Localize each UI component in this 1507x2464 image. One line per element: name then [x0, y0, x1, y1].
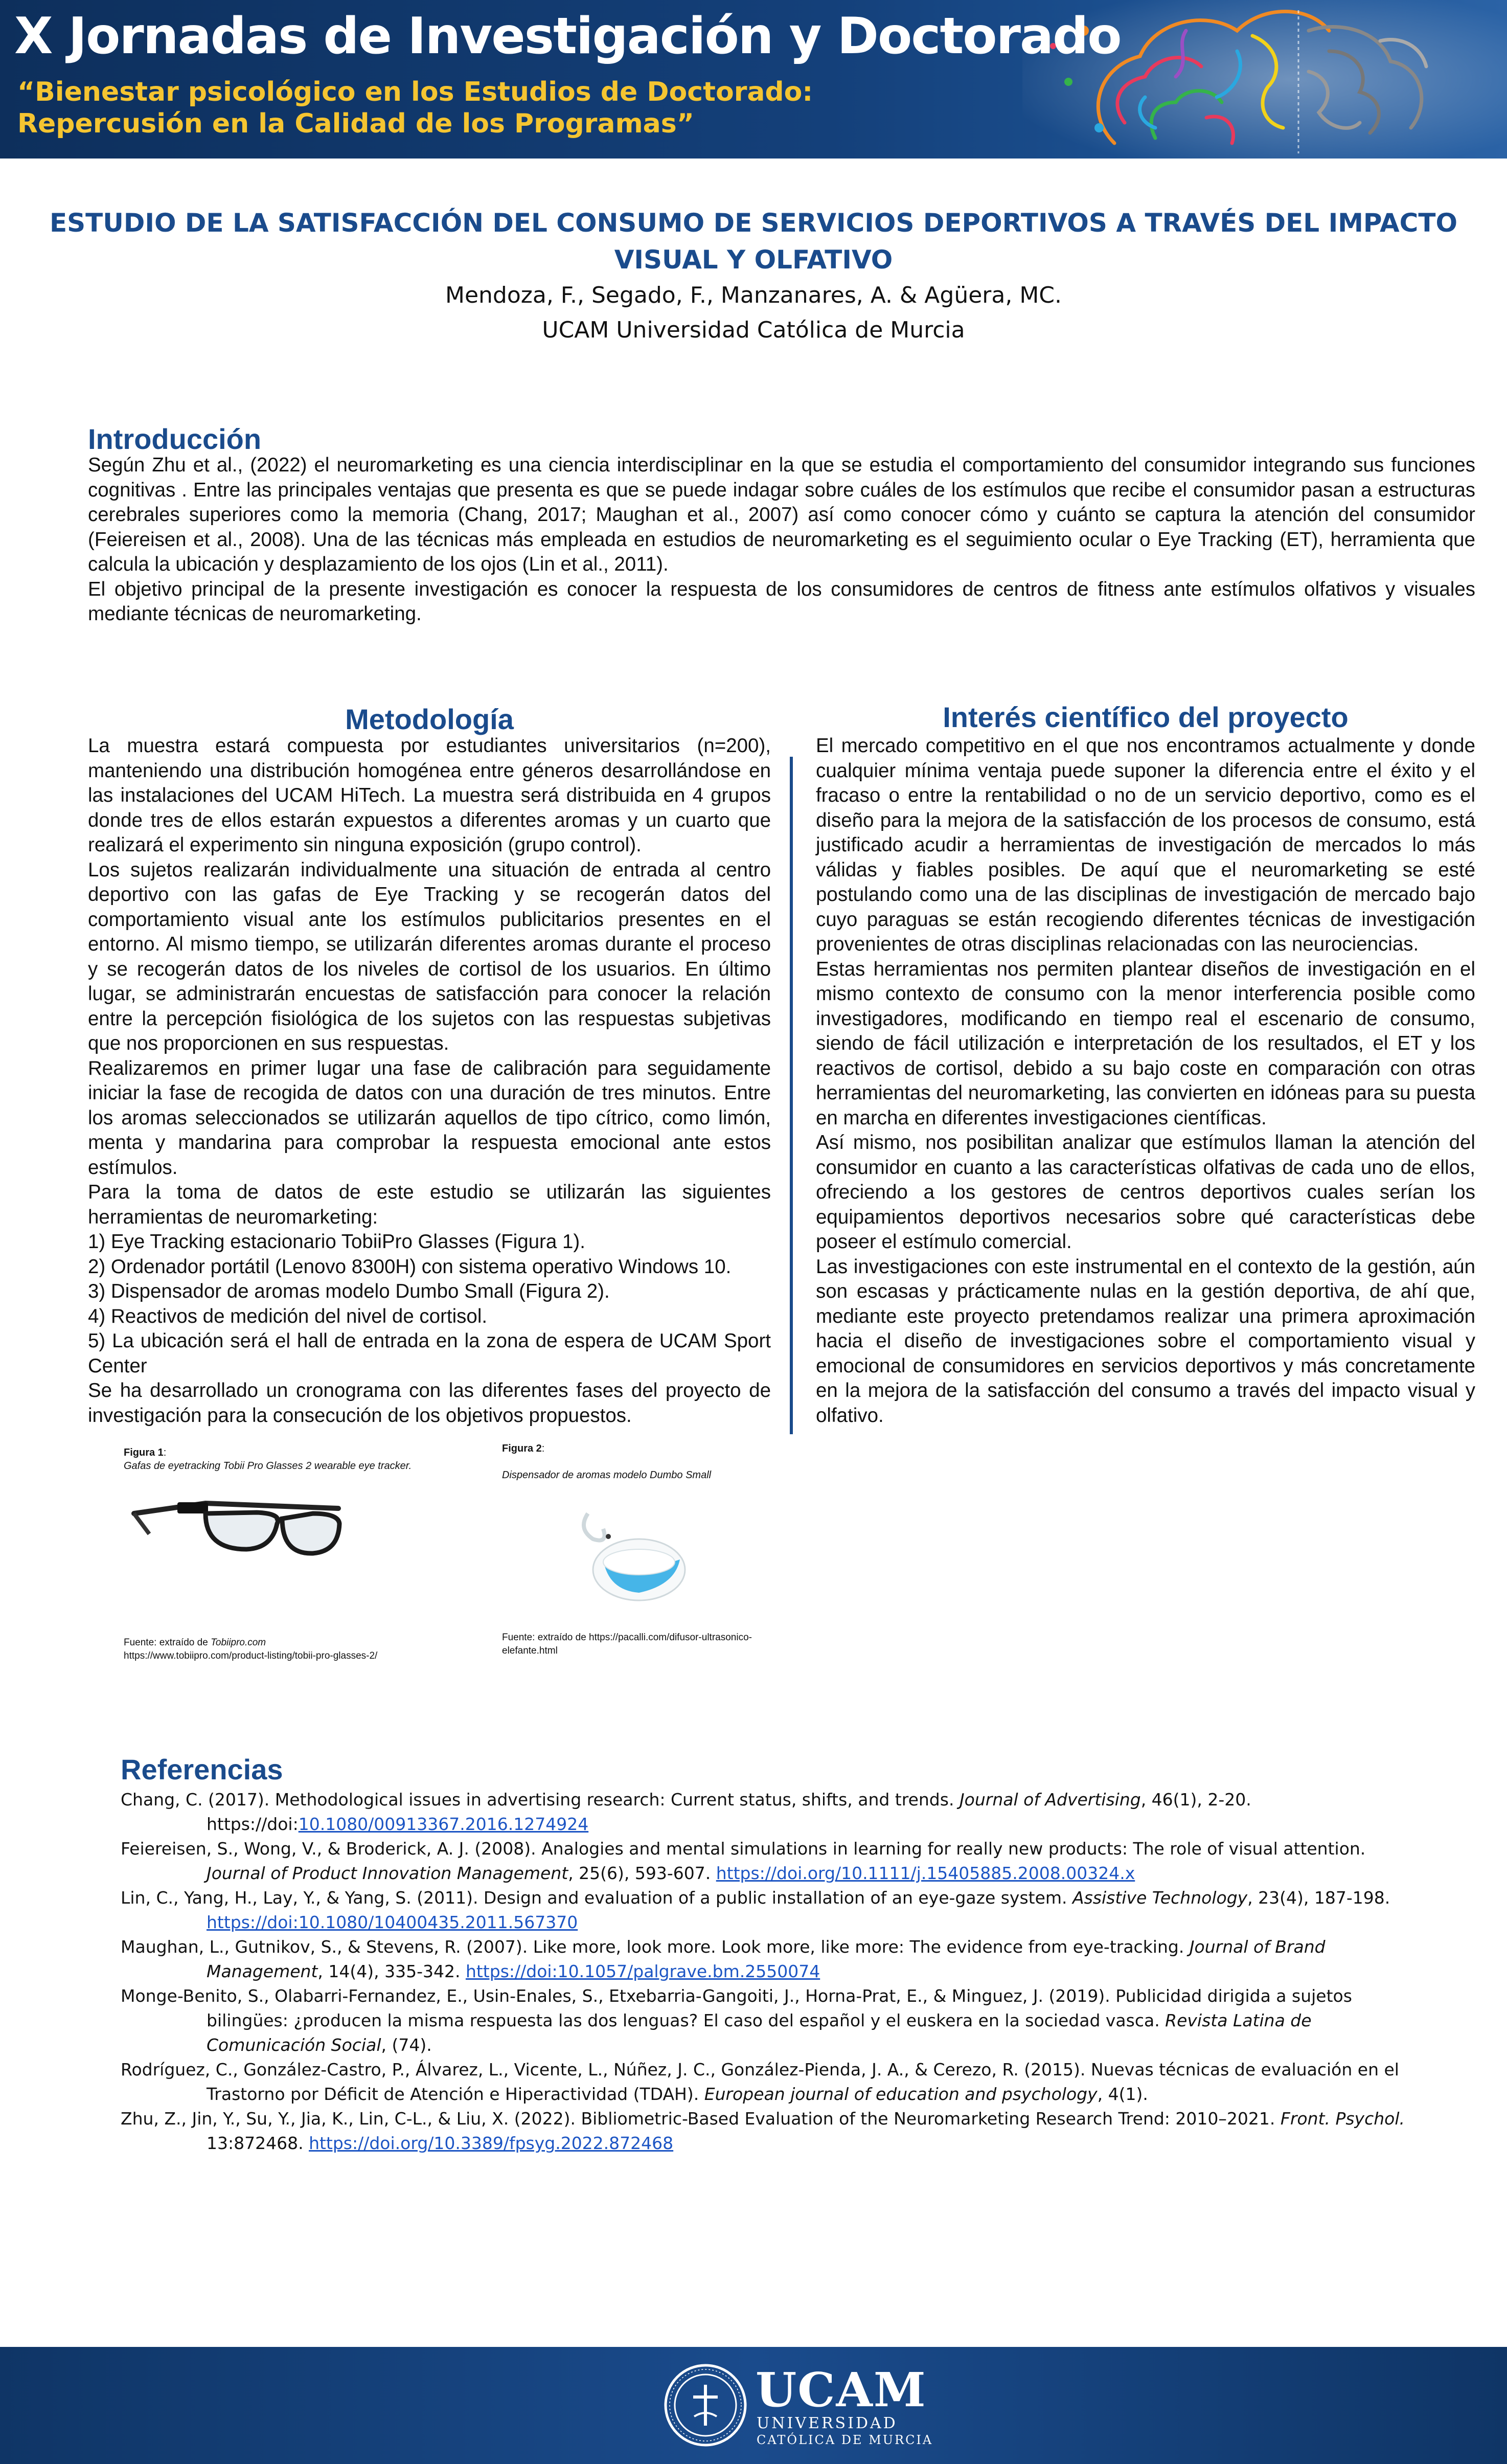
figure2-caption: Figura 2: Dispensador de aromas modelo Dumbo Small [502, 1443, 712, 1481]
doi-link[interactable]: 10.1080/00913367.2016.1274924 [298, 1814, 589, 1834]
reference-item: Feiereisen, S., Wong, V., & Broderick, A. J. (2008). Analogies and mental simulations in learning for really new products: The role of visual attention. Journal of Product Innovation Management, 25(6), 593-607. https://doi.org/10.1111/j.15405885.2008.00324.x [121, 1839, 1366, 1883]
figure1-source-url: https://www.tobiipro.com/product-listing/tobii-pro-glasses-2/ [124, 1651, 378, 1661]
aroma-dispenser-image [573, 1498, 690, 1611]
list-item: 2) Ordenador portátil (Lenovo 8300H) con sistema operativo Windows 10. [88, 1255, 732, 1278]
reference-item: Lin, C., Yang, H., Lay, Y., & Yang, S. (2011). Design and evaluation of a public installation of an eye-gaze system. Assistive Technology, 23(4), 187-198. https://doi:10.1080/10400435.2011.567370 [121, 1888, 1390, 1932]
institution: UCAM Universidad Católica de Murcia [542, 317, 965, 343]
paragraph: La muestra estará compuesta por estudiantes universitarios (n=200), manteniendo una distribución homogénea entre géneros desarrollándose en las instalaciones del UCAM HiTech. La muestra será distribuida en 4 grupos donde tres de ellos estarán expuestos a diferentes aromas y un cuarto que realizará el experimento sin ninguna exposición (grupo control). [88, 735, 771, 856]
section-title-interes: Interés científico del proyecto [943, 701, 1349, 733]
doi-link[interactable]: https://doi.org/10.1111/j.15405885.2008.00324.x [716, 1863, 1135, 1883]
figure1-label: Figura 1 [124, 1447, 164, 1458]
conference-title: X Jornadas de Investigación y Doctorado [14, 7, 1121, 65]
paragraph: Los sujetos realizarán individualmente una situación de entrada al centro deportivo con las gafas de Eye Tracking y se recogerán datos del comportamiento visual ante los estímulos publicitarios presentes en el entorno. Al mismo tiempo, se utilizarán diferentes aromas durante el proceso y se recogerán datos de los niveles de cortisol de los usuarios. En último lugar, se administrarán encuestas de satisfacción para conocer la relación entre la percepción fisiológica de los sujetos con las respuestas subjetivas que nos proporcionen en sus respuestas. [88, 858, 771, 1054]
conference-subtitle-line2: Repercusión en la Calidad de los Programas” [17, 108, 694, 139]
reference-item: Rodríguez, C., González-Castro, P., Álvarez, L., Vicente, L., Núñez, J. C., González-Pienda, J. A., & Cerezo, R. (2015). Nuevas técnicas de evaluación en el Trastorno por Déficit de Atención e Hiperactividad (TDAH). European journal of education and psychology, 4(1). [121, 2060, 1399, 2104]
figure1-caption: Figura 1: Gafas de eyetracking Tobii Pro Glasses 2 wearable eye tracker. [124, 1447, 412, 1472]
figure1-source-site: Tobiipro.com [211, 1637, 266, 1648]
reference-item: Zhu, Z., Jin, Y., Su, Y., Jia, K., Lin, C-L., & Liu, X. (2022). Bibliometric-Based Evaluation of the Neuromarketing Research Trend: 2010–2021. Front. Psychol. 13:872468. https://doi.org/10.3389/fpsyg.2022.872468 [121, 2109, 1405, 2153]
interes-body [816, 734, 1475, 1428]
paper-title [0, 205, 1507, 278]
ucam-logo-line2: CATÓLICA DE MURCIA [757, 2433, 933, 2447]
figure1-source-prefix: Fuente: extraído de [124, 1637, 208, 1648]
section-title-referencias: Referencias [121, 1753, 283, 1785]
paragraph: Estas herramientas nos permiten plantear diseños de investigación en el mismo contexto de consumo con la menor interferencia posible como investigadores, modificando en tiempo real el escenario de consumo, siendo de fácil utilización e interpretación de los resultados, el ET y los reactivos de cortisol, debido a su bajo coste en comparación con otras herramientas del neuromarketing, las convierten en idóneas para su puesta en marcha en diferentes investigaciones científicas. [816, 958, 1475, 1129]
doi-link[interactable]: https://doi.org/10.3389/fpsyg.2022.872468 [309, 2133, 674, 2153]
footer-banner [0, 2347, 1507, 2464]
paragraph: Para la toma de datos de este estudio se utilizarán las siguientes herramientas de neuromarketing: [88, 1181, 771, 1228]
figure1-source [124, 1636, 395, 1663]
section-title-introduccion: Introducción [88, 423, 262, 455]
eyetracking-glasses-image [129, 1493, 344, 1570]
list-item: 3) Dispensador de aromas modelo Dumbo Small (Figura 2). [88, 1280, 610, 1302]
paragraph: Realizaremos en primer lugar una fase de calibración para seguidamente iniciar la fase de recogida de datos con una duración de tres minutos. Entre los aromas seleccionados se utilizarán aquellos de tipo cítrico, como limón, menta y mandarina para comprobar la respuesta emocional ante estos estímulos. [88, 1057, 771, 1179]
paragraph: Las investigaciones con este instrumental en el contexto de la gestión, aún son escasas y prácticamente nulas en la gestión deportiva, de ahí que, mediante este proyecto pretendamos realizar una primera aproximación hacia el diseño de investigaciones sobre el comportamiento visual y emocional de consumidores en servicios deportivos y más concretamente en la mejora de la satisfacción del consumo a través del impacto visual y olfativo. [816, 1255, 1475, 1427]
ucam-logo-line1: UNIVERSIDAD [757, 2414, 898, 2432]
figure1-description: Gafas de eyetracking Tobii Pro Glasses 2 wearable eye tracker. [124, 1460, 412, 1472]
authors: Mendoza, F., Segado, F., Manzanares, A. & Agüera, MC. [445, 282, 1062, 308]
figure2-label: Figura 2 [502, 1443, 542, 1454]
paper-title-line2: VISUAL Y OLFATIVO [614, 245, 893, 275]
paragraph: El mercado competitivo en el que nos encontramos actualmente y donde cualquier mínima ventaja puede suponer la diferencia entre el éxito y el fracaso o entre la rentabilidad o no de un servicio deportivo, como es el diseño para la mejora de la satisfacción de los procesos de consumo, está justificado acudir a herramientas de investigación de mercados lo más válidas y fiables posibles. De aquí que el neuromarketing se esté postulando como una de las disciplinas de investigación de mercado bajo cuyo paraguas se están recogiendo diferentes técnicas de investigación provenientes de otras disciplinas relacionadas con las neurociencias. [816, 735, 1475, 955]
paragraph: El objetivo principal de la presente investigación es conocer la respuesta de los consumidores de centros de fitness ante estímulos olfativos y visuales mediante técnicas de neuromarketing. [88, 578, 1475, 625]
conference-subtitle-line1: “Bienestar psicológico en los Estudios de Doctorado: [17, 77, 813, 107]
reference-item: Maughan, L., Gutnikov, S., & Stevens, R. (2007). Like more, look more. Look more, like more: The evidence from eye-tracking. Journal of Brand Management, 14(4), 335-342. https://doi:10.1057/palgrave.bm.2550074 [121, 1937, 1326, 1981]
references-list [121, 1788, 1429, 2156]
reference-item: Chang, C. (2017). Methodological issues in advertising research: Current status, shifts, and trends. Journal of Advertising, 46(1), 2-20. https://doi:10.1080/00913367.2016.1274924 [121, 1790, 1251, 1834]
doi-link[interactable]: https://doi:10.1057/palgrave.bm.2550074 [465, 1961, 820, 1981]
figure2-description: Dispensador de aromas modelo Dumbo Small [502, 1470, 712, 1481]
paragraph: Así mismo, nos posibilitan analizar que estímulos llaman la atención del consumidor en cuanto a las características olfativas de cada uno de ellos, ofreciendo a los gestores de centros deportivos cuales serían los equipamientos deportivos necesarios sobre qué características debe poseer el estímulo comercial. [816, 1132, 1475, 1253]
doi-link[interactable]: https://doi:10.1080/10400435.2011.567370 [207, 1912, 578, 1932]
paragraph: Se ha desarrollado un cronograma con las diferentes fases del proyecto de investigación para la consecución de los objetivos propuestos. [88, 1380, 771, 1427]
list-item: 1) Eye Tracking estacionario TobiiPro Glasses (Figura 1). [88, 1231, 585, 1253]
header-banner [0, 0, 1507, 159]
ucam-seal-icon [664, 2363, 747, 2447]
paragraph: Según Zhu et al., (2022) el neuromarketing es una ciencia interdisciplinar en la que se estudia el comportamiento del consumidor integrando sus funciones cognitivas . Entre las principales ventajas que presenta es que se puede indagar sobre cuáles de los estímulos que recibe el consumidor pasan a estructuras cerebrales superiores como la memoria (Chang, 2017; Maughan et al., 2007) así como conocer cómo y cuánto se captura la atención del consumidor (Feiereisen et al., 2008). Una de las técnicas más empleada en estudios de neuromarketing es el seguimiento ocular o Eye Tracking (ET), herramienta que calcula la ubicación y desplazamiento de los ojos (Lin et al., 2011). [88, 454, 1475, 575]
figure2-source: Fuente: extraído de https://pacalli.com/difusor-ultrasonico-elefante.html [502, 1632, 752, 1656]
column-divider [790, 757, 793, 1434]
metodologia-body [88, 734, 771, 1428]
ucam-logo-text: UCAM [756, 2362, 927, 2417]
list-item: 4) Reactivos de medición del nivel de cortisol. [88, 1305, 488, 1327]
reference-item: Monge-Benito, S., Olabarri-Fernandez, E., Usin-Enales, S., Etxebarria-Gangoiti, J., Horna-Prat, E., & Minguez, J. (2019). Publicidad dirigida a sujetos bilingües: ¿producen la misma respuesta las dos lenguas? El caso del español y el euskera en la sociedad vasca. Revista Latina de Comunicación Social, (74). [121, 1986, 1352, 2055]
paper-title-line1: ESTUDIO DE LA SATISFACCIÓN DEL CONSUMO DE SERVICIOS DEPORTIVOS A TRAVÉS DEL IMPACTO [50, 208, 1457, 238]
section-title-metodologia: Metodología [345, 703, 514, 735]
list-item: 5) La ubicación será el hall de entrada en la zona de espera de UCAM Sport Center [88, 1330, 771, 1377]
introduccion-body [88, 453, 1475, 627]
